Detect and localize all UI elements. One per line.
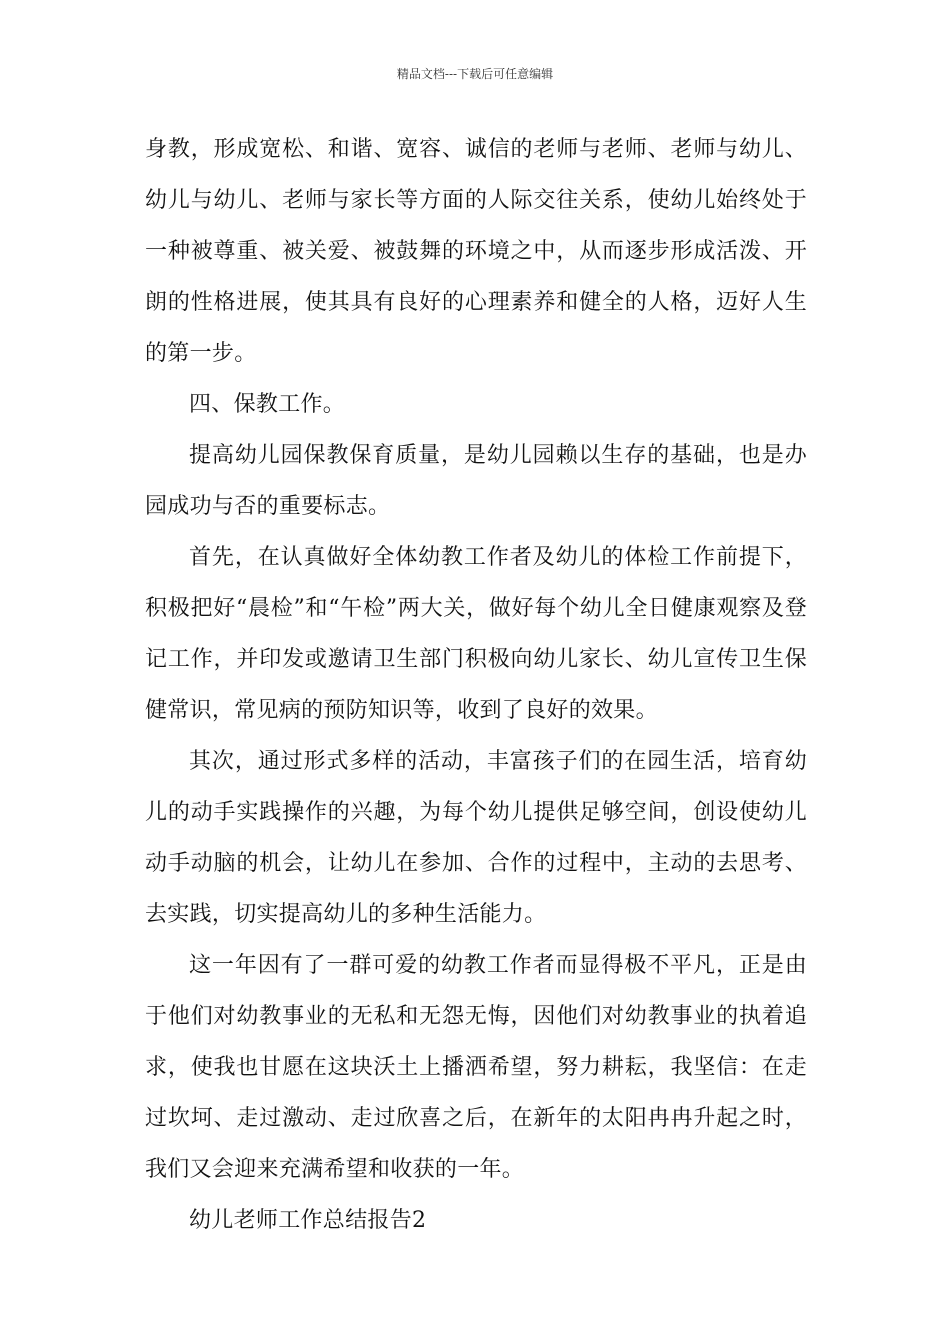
report-title-2: 幼儿老师工作总结报告2 bbox=[189, 1208, 427, 1233]
paragraph-first: 首先，在认真做好全体幼教工作者及幼儿的体检工作前提下，积极把好“晨检”和“午检”两大关，做好每个幼儿全日健康观察及登记工作，并印发或邀请卫生部门积极向幼儿家长、幼儿宣传卫生保健常识，常见病的预防知识等，收到了良好的效果。 bbox=[145, 545, 807, 723]
paragraph-quality: 提高幼儿园保教保育质量，是幼儿园赖以生存的基础，也是办园成功与否的重要标志。 bbox=[145, 443, 807, 519]
paragraph-second: 其次，通过形式多样的活动，丰富孩子们的在园生活，培育幼儿的动手实践操作的兴趣，为每个幼儿提供足够空间，创设使幼儿动手动脑的机会，让幼儿在参加、合作的过程中，主动的去思考、去实践，切实提高幼儿的多种生活能力。 bbox=[145, 749, 807, 927]
paragraph-closing: 这一年因有了一群可爱的幼教工作者而显得极不平凡，正是由于他们对幼教事业的无私和无怨无悔，因他们对幼教事业的执着追求，使我也甘愿在这块沃土上播洒希望，努力耕耘，我坚信：在走过坎坷、走过激动、走过欣喜之后，在新年的太阳冉冉升起之时，我们又会迎来充满希望和收获的一年。 bbox=[145, 953, 807, 1182]
section-heading-baojiao: 四、保教工作。 bbox=[189, 392, 346, 417]
paragraph-continuation: 身教，形成宽松、和谐、宽容、诚信的老师与老师、老师与幼儿、幼儿与幼儿、老师与家长等方面的人际交往关系，使幼儿始终处于一种被尊重、被关爱、被鼓舞的环境之中，从而逐步形成活泼、开朗的性格进展，使其具有良好的心理素养和健全的人格，迈好人生的第一步。 bbox=[145, 137, 807, 366]
document-body bbox=[145, 124, 807, 1246]
page-header: 精品文档---下载后可任意编辑 bbox=[396, 67, 554, 81]
